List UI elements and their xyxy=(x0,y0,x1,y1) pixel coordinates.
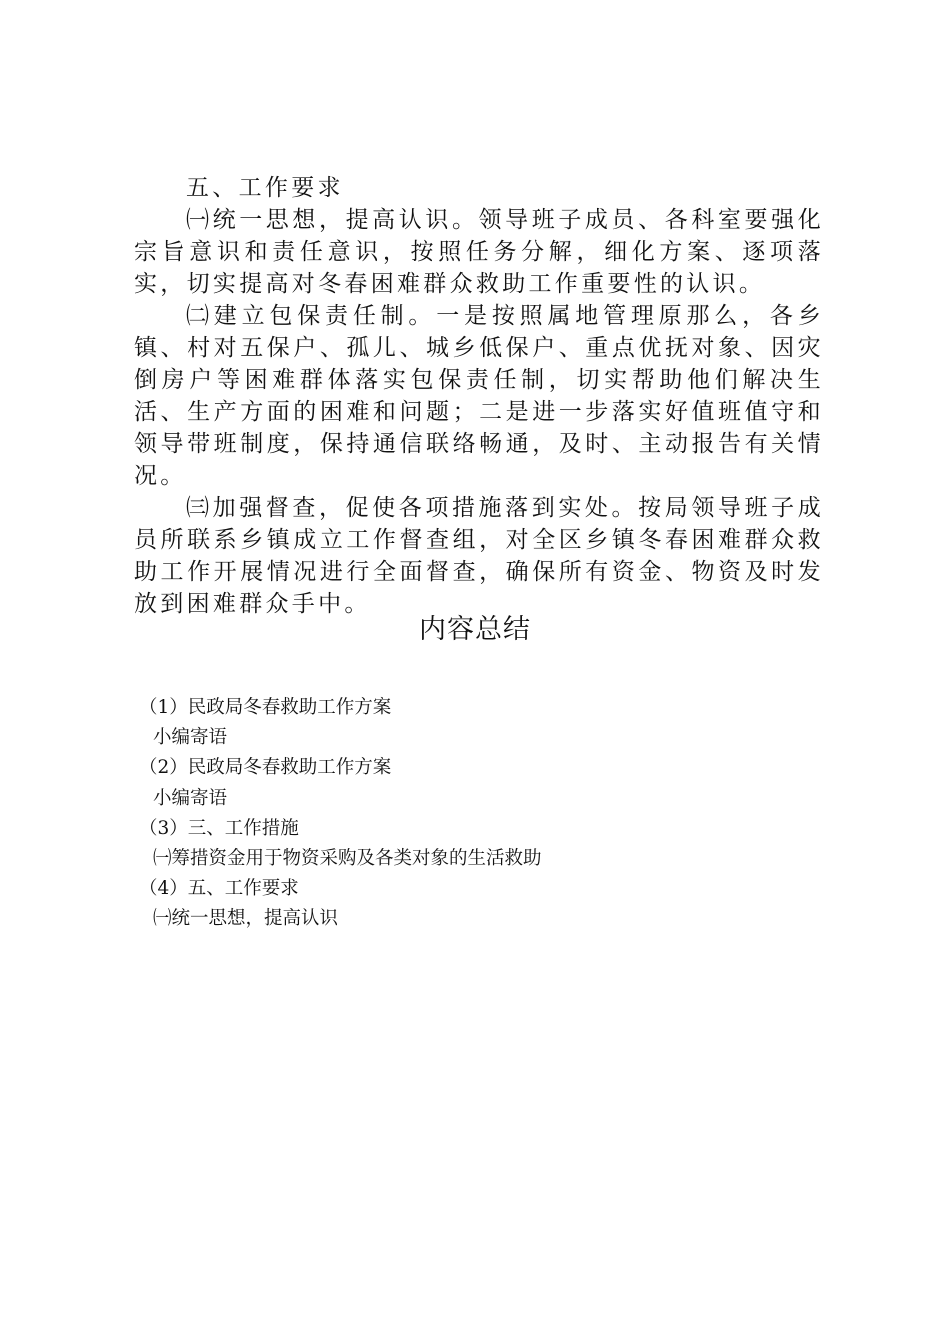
summary-subitem: 小编寄语 xyxy=(153,787,228,809)
summary-subitem: ㈠筹措资金用于物资采购及各类对象的生活救助 xyxy=(153,848,542,870)
summary-item: （4）五、工作要求 xyxy=(139,878,299,900)
paragraph-supervision: ㈢加强督查，促使各项措施落到实处。按局领导班子成员所联系乡镇成立工作督查组，对全区乡镇冬春困难群众救助工作开展情况进行全面督查，确保所有资金、物资及时发放到困难群众手中。 xyxy=(134,495,824,617)
summary-item: （1）民政局冬春救助工作方案 xyxy=(139,697,392,718)
summary-subitem: 小编寄语 xyxy=(153,727,228,749)
body-text xyxy=(134,172,824,620)
section-heading: 五、工作要求 xyxy=(186,175,344,201)
summary-item: （2）民政局冬春救助工作方案 xyxy=(139,757,392,779)
summary-list xyxy=(139,693,839,935)
summary-item: （3）三、工作措施 xyxy=(139,817,299,839)
paragraph-unify-thinking: ㈠统一思想，提高认识。领导班子成员、各科室要强化宗旨意识和责任意识，按照任务分解，细化方案、逐项落实，切实提高对冬春困难群众救助工作重要性的认识。 xyxy=(134,207,824,297)
summary-subitem: ㈠统一思想，提高认识 xyxy=(153,908,339,930)
paragraph-responsibility-system: ㈡建立包保责任制。一是按照属地管理原那么，各乡镇、村对五保户、孤儿、城乡低保户、重点优抚对象、因灾倒房户等困难群体落实包保责任制，切实帮助他们解决生活、生产方面的困难和问题；二是进一步落实好值班值守和领导带班制度，保持通信联络畅通，及时、主动报告有关情况。 xyxy=(134,303,824,489)
summary-title: 内容总结 xyxy=(419,614,531,645)
